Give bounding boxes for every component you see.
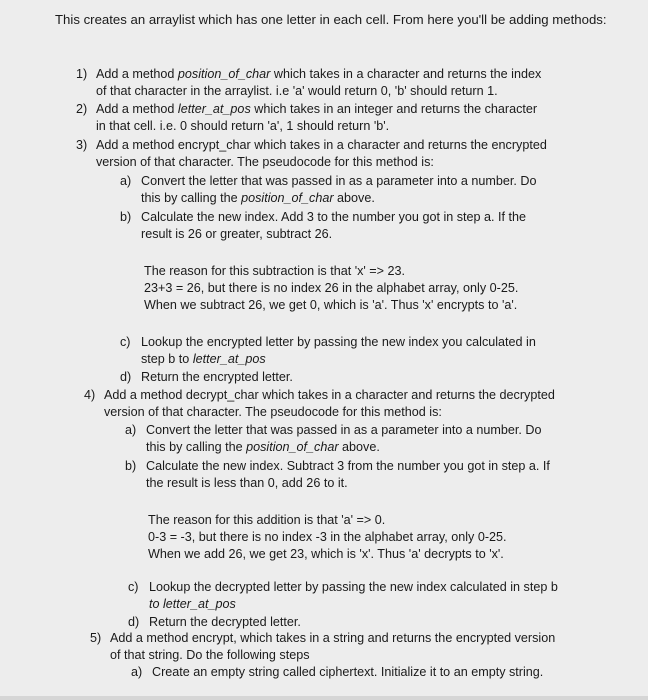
item-3c-line-1: Lookup the encrypted letter by passing the new index you calculated in [141, 335, 536, 349]
item-5a-letter: a) [131, 665, 143, 679]
item-3-note-line-1: The reason for this subtraction is that 'x' => 23. [144, 264, 406, 278]
text: Add a method [96, 102, 178, 116]
method-name: letter_at_pos [177, 102, 251, 116]
item-4b-line-1: Calculate the new index. Subtract 3 from the number you got in step a. If [146, 459, 550, 473]
item-4-note-line-1: The reason for this addition is that 'a' => 0. [148, 513, 386, 527]
item-4a-letter: a) [125, 423, 137, 437]
item-4-number: 4) [84, 388, 96, 402]
item-4a-line-2 [146, 439, 380, 456]
text: step b to [141, 352, 193, 366]
item-2-line-2: in that cell. i.e. 0 should return 'a', 1 should return 'b'. [96, 119, 390, 133]
item-1-line-1 [96, 66, 541, 83]
item-3-note-line-2: 23+3 = 26, but there is no index 26 in the alphabet array, only 0-25. [144, 281, 519, 295]
bottom-edge [0, 696, 648, 700]
item-3d-letter: d) [120, 370, 132, 384]
item-3c-line-2 [141, 351, 266, 368]
method-name: position_of_char [241, 191, 334, 205]
item-4c-line-1: Lookup the decrypted letter by passing the new index calculated in step b [149, 580, 558, 594]
item-3-number: 3) [76, 138, 88, 152]
item-3a-line-1: Convert the letter that was passed in as a parameter into a number. Do [141, 174, 537, 188]
method-name: position_of_char [246, 440, 339, 454]
item-3d-line-1: Return the encrypted letter. [141, 370, 293, 384]
item-4d-line-1: Return the decrypted letter. [149, 615, 301, 629]
item-3-line-2: version of that character. The pseudocode for this method is: [96, 155, 434, 169]
item-4c-letter: c) [128, 580, 139, 594]
item-4b-line-2: the result is less than 0, add 26 to it. [146, 476, 348, 490]
item-4-note-line-3: When we add 26, we get 23, which is 'x'. Thus 'a' decrypts to 'x'. [148, 547, 504, 561]
item-3b-line-2: result is 26 or greater, subtract 26. [141, 227, 333, 241]
text: above. [338, 440, 380, 454]
item-5-number: 5) [90, 631, 102, 645]
item-4b-letter: b) [125, 459, 137, 473]
item-3-note-line-3: When we subtract 26, we get 0, which is 'a'. Thus 'x' encrypts to 'a'. [144, 298, 518, 312]
item-3c-letter: c) [120, 335, 131, 349]
item-5-line-1: Add a method encrypt, which takes in a string and returns the encrypted version [110, 631, 556, 645]
item-3b-letter: b) [120, 210, 132, 224]
text: this by calling the [141, 191, 242, 205]
item-5a-line-1: Create an empty string called ciphertext. Initialize it to an empty string. [152, 665, 544, 679]
text: this by calling the [146, 440, 247, 454]
item-2-line-1 [96, 101, 537, 118]
item-4a-line-1: Convert the letter that was passed in as a parameter into a number. Do [146, 423, 542, 437]
intro-paragraph: This creates an arraylist which has one letter in each cell. From here you'll be adding methods: [55, 12, 607, 27]
item-3a-letter: a) [120, 174, 132, 188]
item-4-line-2: version of that character. The pseudocode for this method is: [104, 405, 442, 419]
item-3-line-1: Add a method encrypt_char which takes in a character and returns the encrypted [96, 138, 547, 152]
item-3a-line-2 [141, 190, 375, 207]
item-2-number: 2) [76, 102, 88, 116]
item-5-line-2: of that string. Do the following steps [110, 648, 310, 662]
item-4c-line-2: to letter_at_pos [149, 597, 236, 611]
item-1-line-2: of that character in the arraylist. i.e 'a' would return 0, 'b' should return 1. [96, 84, 498, 98]
item-4-line-1: Add a method decrypt_char which takes in a character and returns the decrypted [104, 388, 555, 402]
item-1-number: 1) [76, 67, 88, 81]
text: above. [333, 191, 375, 205]
method-name: position_of_char [177, 67, 271, 81]
item-4d-letter: d) [128, 615, 140, 629]
method-name: letter_at_pos [192, 352, 266, 366]
text: which takes in a character and returns the index [270, 67, 542, 81]
text: Add a method [96, 67, 178, 81]
item-4-note-line-2: 0-3 = -3, but there is no index -3 in the alphabet array, only 0-25. [148, 530, 507, 544]
item-3b-line-1: Calculate the new index. Add 3 to the number you got in step a. If the [141, 210, 527, 224]
text: which takes in an integer and returns the character [250, 102, 538, 116]
